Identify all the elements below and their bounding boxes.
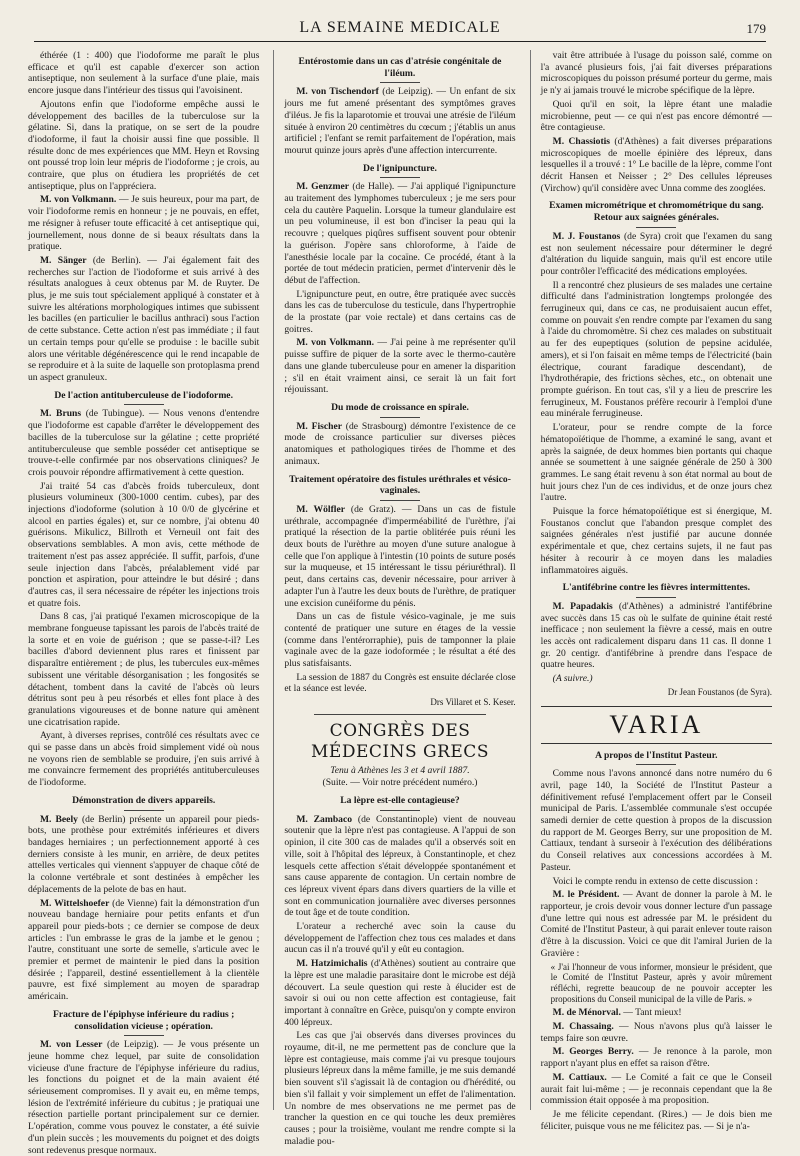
paragraph [284,337,515,396]
paragraph: L'orateur a recherché avec soin la cause du développement de l'affection chez tous ces malades et dans aucun cas il n'a trouvé qu'il y eût eu contagion. [284,921,516,956]
section-heading: Traitement opératoire des fistules uréthrales et vésico-vaginales. [284,474,515,501]
paragraph: Dans un cas de fistule vésico-vaginale, je me suis contenté de pratiquer une suture en étages de la vessie (comme dans l'entérorraphie), puis de tamponner la plaie vaginale avec de la gaze iodoformée ; le résultat a été des plus satisfaisants. [284,611,516,670]
paragraph: Dans 8 cas, j'ai pratiqué l'examen microscopique de la membrane fongueuse tapissant les parois de l'abcès traité de la sorte et en voie de guérison ; que se passe-t-il? Les bacilles d'abord deviennent plus rares et finissent par disparaître entièrement ; de plus, les tubercules eux-mêmes subissent une véritable désorganisation ; les fongosités se détachent, tombent dans la cavité de l'abcès où leurs détritus sont peu à peu résorbés et elles font place à des granulations vigoureuses et de bonne nature qui amènent une cicatrisation rapide. [28,611,260,728]
speaker-name: M. de Ménorval. [552,1007,621,1019]
signature: Dr Jean Foustanos (de Syra). [667,686,772,697]
section-heading: L'antifébrine contre les fièvres intermittentes. [541,582,772,598]
section-heading: Démonstration de divers appareils. [28,795,259,811]
congress-title: CONGRÈS DES MÉDECINS GRECS [311,721,489,762]
section-heading: La lèpre est-elle contagieuse? [284,795,515,811]
speaker-name: M. von Volkmann. [40,194,117,206]
speech-text: — Je suis heureux, pour ma part, de voir l'iodoforme remis en honneur ; je ne pouvais, en effet, me résigner à refuser toute efficacité à cet antiseptique qui, journellement, nous donne de si beaux résultats dans la pratique. [28,194,260,253]
speaker-name: M. von Volkmann. [296,337,374,349]
column-3 [530,50,772,1132]
page-header [34,0,766,42]
speech-text: (de Syra) croit que l'examen du sang est non seulement nécessaire pour déterminer le degré d'altération du liquide sanguin, mais qu'il est encore utile pour contrôler l'efficacité des médications employées. [540,230,772,277]
speech-text: (d'Athènes) a administré l'antifébrine avec succès dans 15 cas où le sulfate de quinine était resté inefficace ; non seulement la fièvre a cessé, mais en outre les accès ont radicalement disparu dans 11 cas. Il donne 1 gr. 20 centigr. d'antifébrine à prendre dans l'espace de quatre heures. [540,600,772,671]
speaker-name: M. Genzmer [296,181,349,193]
speech-text: (de Berlin). — J'ai également fait des recherches sur l'action de l'iodoforme et suis arrivé à des résultats analogues à ceux obtenus par M. de Ruyter. De plus, je me suis tout spécialement appliqué à constater et à suivre les altérations morphologiques intimes que subissent les bacilles (en particulier le bacillus anthraci) sous l'action de cette substance. Cette action n'est pas immédiate ; il faut un certain temps pour qu'elle se produise : le bacille subit alors une véritable dégénérescence qui le rend incapable de se reproduire et à la suite de laquelle son protoplasma prend un aspect granuleux. [28,254,260,383]
divider [314,714,485,715]
speaker-name: M. Zambaco [296,813,353,825]
section-heading: Examen micrométrique et chromométrique du sang. Retour aux saignées générales. [541,200,772,227]
speech-text: (de Vienne) fait la démonstration d'un nouveau bandage herniaire pour petits enfants et d'un appareil pour pieds-bots ; ce dernier se compose de deux articles : l'un embrasse le gras de la jambe et le genou ; l'autre, constituant une sorte de semelle, s'articule avec le premier et permet de maintenir le pied dans la position désirée ; l'appareil, destiné essentiellement à la clientèle pauvre, est fixé simplement au moyen de sparadrap américain. [28,897,260,1003]
speaker-name: M. Beely [40,813,78,825]
speaker-name: M. Fischer [296,420,342,432]
section-heading: Fracture de l'épiphyse inférieure du radius ; consolidation vicieuse ; opération. [28,1009,259,1036]
paragraph [541,889,772,959]
to-be-continued: (A suivre.) [552,673,593,685]
paragraph [284,181,515,286]
paragraph: Il a rencontré chez plusieurs de ses malades une certaine difficulté dans l'administration longtemps prolongée des ferrugineux qui, dans ce cas, ne produisaient aucun effet, comme on pouvait s'en rendre compte par l'examen du sang à l'aide du chromomètre. Si chez ces malades on substituait au fer des eupeptiques (solution de pepsine acidulée, amers), et si l'on faisait en même temps de l'électricité (bain électrique, courant faradique descendant), de l'hydrothérapie, des frictions sèches, etc., on obtenait une prompte guérison. En tout cas, s'il y a lieu de prescrire les ferrugineux, M. Foustanos préfère recourir à l'emploi d'une eau minérale ferrugineuse. [540,279,772,420]
speaker-name: M. Cattiaux. [552,1071,607,1083]
section-heading: Du mode de croissance en spirale. [284,402,515,418]
paragraph: Quoi qu'il en soit, la lèpre étant une maladie microbienne, peut — ce qui n'est pas encore démontré — être contagieuse. [540,98,772,134]
speaker-name: M. le Président. [552,889,620,901]
paragraph: vait être attribuée à l'usage du poisson salé, comme on l'a avancé plusieurs fois, j'ai fait diverses préparations microscopiques du poisson présumé porteur du germe, mais je n'y ai jamais trouvé le microbe spécifique de la lèpre. [540,50,772,97]
speaker-name: M. Chassaing. [552,1021,614,1033]
paragraph [28,898,259,1003]
speech-text: (de Leipzig). — Un enfant de six jours me fut amené présentant des symptômes graves d'iléus. Je fis la laparotomie et trouvai une atrésie de l'iléum située à environ 20 centimètres du cœcum ; j'établis un anus artificiel ; l'enfant se remit parfaitement de l'opération, mais mourut quinze jours après d'une affection intercurrente. [284,86,516,156]
speaker-name: M. Sänger [40,254,87,266]
paragraph [284,958,515,1028]
paragraph [28,814,259,896]
section-heading: A propos de l'Institut Pasteur. [541,750,772,766]
paragraph: Comme nous l'avons annoncé dans notre numéro du 6 avril, page 140, la Société de l'Institut Pasteur a définitivement refusé l'emplacement offert par le Conseil municipal de Paris. L'assemblée communale s'est occupée samedi dernier de cette question à propos de la discussion du rapport de M. Georges Berry, sur une proposition de M. Cattiaux, tendant à surseoir à l'exécution des délibérations du Conseil relatives aux concessions accordées à M. Pasteur. [540,768,772,873]
speaker-name: M. Chassiotis [552,135,611,147]
continuation-note: (Suite. — Voir notre précédent numéro.) [322,777,478,789]
speaker-name: M. Wölfler [296,503,345,515]
paragraph: J'ai traité 54 cas d'abcès froids tuberculeux, dont plusieurs volumineux (300-1000 centim. cubes), par des injections d'iodoforme (solution à 10 0/0 de glycérine et alcool en parties égales) et, sur ce nombre, j'ai obtenu 40 guérisons. Mikulicz, Billroth et Verneuil ont fait des observations semblables. A mon avis, cette méthode de traitement n'est pas assez appréciée. Il suffit, parfois, d'une seule injection dans l'abcès, préalablement vidé par ponction et aspiration, pour atteindre le but désiré ; dans d'autres cas, il sera nécessaire de répéter les injections trois et quatre fois. [28,480,260,609]
speech-text: (de Berlin) présente un appareil pour pieds-bots, une prothèse pour extrémités inférieures et divers bandages herniaires ; un perfectionnement apporté à ces derniers consiste à les munir, en arrière, de deux petites attelles verticales qui viennent s'appuyer de chaque côté de la colonne vertébrale et sont destinées à empêcher les déplacements de la pelote de bas en haut. [28,813,260,895]
speaker-name: M. Bruns [40,408,82,420]
speaker-name: M. Wittelshoefer [40,897,110,909]
paragraph [28,194,259,253]
paragraph: éthérée (1 : 400) que l'iodoforme me paraît le plus efficace et qu'il est capable d'exercer son action antiseptique, non seulement à la surface d'une plaie, mais encore jusque dans l'intérieur des tissus qui l'avoisinent. [28,50,260,97]
paragraph [28,408,259,478]
running-title: LA SEMAINE MEDICALE [299,19,501,36]
speaker-name: M. von Tischendorf [296,86,379,98]
paragraph [541,1007,772,1019]
speech-text: — Avant de donner la parole à M. le rapporteur, je crois devoir vous donner lecture d'un passage d'une lettre qui nous est adressée par M. le président du Comité de l'Institut Pasteur, à qui parait enlever toute raison d'être à la discussion. Voici ce que dit l'amiral Jurien de la Gravière : [540,889,772,959]
signature: Drs Villaret et S. Keser. [430,697,516,708]
speech-text: — Nous n'avons plus qu'à laisser le temps faire son œuvre. [540,1021,772,1044]
speech-text: (de Strasbourg) démontre l'existence de ce mode de croissance particulier sur diverses pièces anatomiques et pathologiques tirées de l'homme et des animaux. [284,420,516,467]
paragraph [284,504,515,609]
paragraph [541,1021,772,1044]
column-1 [28,50,260,1156]
quoted-letter: « J'ai l'honneur de vous informer, monsieur le président, que le Comité de l'Institut Pasteur, après y avoir mûrement réfléchi, regrette beaucoup de ne pouvoir accepter les propositions du Conseil municipal de la ville de Paris. » [550,961,772,1005]
speech-text: (de Gratz). — Dans un cas de fistule uréthrale, accompagnée d'imperméabilité de l'urèthre, j'ai pratiqué la résection de la partie oblitérée puis réuni les deux bouts de l'urèthre au moyen d'une suture analogue à celle que l'on applique à l'intestin (10 points de suture posés sur la muqueuse, et 15 intéressant le tissu périuréthral). Il peut, dans certains cas, devenir nécessaire, pour arriver à adapter l'un à l'autre les deux bouts de l'urèthre, de pratiquer une excision cunéiforme du pénis. [284,503,516,609]
paragraph [541,231,772,278]
paragraph [28,255,259,384]
paragraph [541,136,772,195]
speaker-name: M. von Lesser [40,1039,103,1051]
page-number: 179 [746,21,766,36]
column-2 [273,50,516,1147]
speech-text: — Le Comité a fait ce que le Conseil aurait fait lui-même ; — je reconnais cependant que la 8e commission était opposée à ma proposition. [540,1071,772,1107]
paragraph [28,1039,259,1156]
paragraph [541,1072,772,1107]
section-heading: De l'action antituberculeuse de l'iodoforme. [28,390,259,406]
varia-title: VARIA [541,706,772,744]
speech-text: (de Tubingue). — Nous venons d'entendre que l'iodoforme est capable d'arrêter le développement des bacilles de la tuberculose sur la gélatine ; cette propriété antituberculeuse que semble posséder cet antiseptique se trouve-t-elle confirmée par nos observations cliniques? Je crois pouvoir répondre affirmativement à cette question. [28,408,260,478]
paragraph [541,1046,772,1069]
paragraph: Je me félicite cependant. (Rires.) — Je dois bien me féliciter, puisque vous ne me félicitez pas. — Si je n'a- [540,1109,772,1132]
section-heading: De l'ignipuncture. [284,163,515,179]
speaker-name: M. Georges Berry. [552,1046,634,1058]
speaker-name: M. Papadakis [552,600,613,612]
speaker-name: M. Hatzimichalis [296,958,368,970]
paragraph [284,86,515,156]
speaker-name: M. J. Foustanos [552,230,621,242]
paragraph [541,673,772,685]
speech-text: (de Leipzig). — Je vous présente un jeune homme chez lequel, par suite de consolidation vicieuse d'une fracture de l'épiphyse inférieure du radius, les fonctions du poignet et de la main avaient été sérieusement compromises. Il y avait eu, en même temps, lésion de l'extrémité inférieure du cubitus ; je pratiquai une résection partielle portant principalement sur ce dernier. L'opération, comme vous pouvez le constater, a été suivie d'un plein succès ; les mouvements du poignet et des doigts sont redevenus presque normaux. [28,1039,260,1156]
speech-text: — J'ai peine à me représenter qu'il puisse suffire de piquer de la sorte avec le thermo-cautère dans une glande tuberculeuse pour en amener la disparition ; s'il en était vraiment ainsi, ce serait là un fait fort réjouissant. [284,337,516,396]
speech-text: (d'Athènes) a fait diverses préparations microscopiques de moelle épinière des lépreux, dans lesquelles il a trouvé : 1° Le bacille de la lèpre, comme l'ont décrit Hansen et Neisser ; 2° Des cellules lépreuses (Virchow) qu'il considère avec Unna comme des zooglées. [540,135,772,194]
paragraph: Ajoutons enfin que l'iodoforme empêche aussi le développement des bacilles de la tuberculose sur la gélatine. Si, dans la pratique, on se sert de la poudre d'iodoforme, il faut la choisir aussi fine que possible. Il résulte donc de mes expériences que MM. Heyn et Rovsing ont poussé trop loin leur mépris de l'iodoforme ; je crois, au contraire, que plus on étudiera les propriétés de cet antiseptique, plus on l'appréciera. [28,98,260,192]
paragraph: Puisque la force hématopoïétique est si énergique, M. Foustanos conclut que l'abandon presque complet des saignées générales n'est justifié par aucune donnée expérimentale et que, chez certains sujets, il ne faut pas hésiter à recourir à ce moyen dans les maladies inflammatoires aiguës. [540,506,772,576]
paragraph: Les cas que j'ai observés dans diverses provinces du royaume, dit-il, ne me permettent pas de conclure que la lèpre est contagieuse, mais comme j'ai vu presque toujours plusieurs lépreux dans la même famille, je me suis demandé bien souvent s'il s'agissait là de contagion ou d'hérédité, ou bien s'il fallait y voir simplement un effet de l'alimentation. Un nombre de mes observations ne me permet pas de trancher la question en ce qui touche les deux premières causes ; pour la troisième, voulant me rendre compte si la maladie pou- [284,1030,516,1147]
paragraph: La session de 1887 du Congrès est ensuite déclarée close et la séance est levée. [284,671,516,695]
paragraph [284,814,515,919]
speech-text: (d'Athènes) soutient au contraire que la lèpre est une maladie parasitaire dont le microbe est déjà découvert. La seule question qui reste à élucider est de savoir si oui ou non cette affection est contagieuse, fait important à connaître en Grèce, puisqu'on y compte environ 400 lépreux. [284,958,516,1028]
speech-text: (de Halle). — J'ai appliqué l'ignipuncture au traitement des lymphomes tuberculeux ; je me sers pour cela du cautère Paquelin. Lorsque la tumeur glandulaire est un peu volumineuse, il est bon d'inciser la peau qui la recouvre ; quelques piqûres suffisent souvent pour obtenir la guérison. J'opère sans chloroforme, à l'aide de l'anesthésie locale par la cocaïne. Ce procédé, étant à la portée de tout médecin praticien, permet d'intervenir dès le début de l'affection. [284,181,516,286]
speech-text: — Tant mieux! [620,1007,682,1019]
paragraph [541,601,772,671]
section-heading: Entérostomie dans un cas d'atrésie congénitale de l'iléum. [284,56,515,83]
paragraph: L'ignipuncture peut, en outre, être pratiquée avec succès dans les cas de tuberculose du testicule, dans l'hypertrophie de la prostate (par voie rectale) et dans certains cas de goitres. [284,288,516,335]
paragraph: L'orateur, pour se rendre compte de la force hématopoïétique de l'homme, a examiné le sang, avant et après la saignée, de deux hommes bien portants qui chaque année se soumettent à une saignée générale de 250 à 300 grammes. Le sang était revenu à son état normal au bout de huit jours chez l'un de ces individus, et de onze jours chez l'autre. [540,422,772,504]
speech-text: (de Constantinople) vient de nouveau soutenir que la lèpre n'est pas contagieuse. A l'appui de son opinion, il cite 300 cas de malades qu'il a observés soit en ville, soit à l'hôpital des lépreux, à Constantinople, et chez lesquels cette affection s'était développée spontanément et sans cause apparente de contagion. Un certain nombre de ces lépreux vivent épars dans divers quartiers de la ville et sont en communication journalière avec diverses personnes de tout âge et de toute condition. [284,813,516,919]
text-columns [28,50,772,1156]
speech-text: — Je renonce à la parole, mon rapport n'ayant plus en effet sa raison d'être. [540,1046,772,1070]
paragraph [284,421,515,468]
paragraph: Voici le compte rendu in extenso de cette discussion : [552,875,758,887]
paragraph: Ayant, à diverses reprises, contrôlé ces résultats avec ce qui se passe dans un abcès froid simplement vidé où nous ne voyons rien de semblable se produire, j'en suis arrivé à me convaincre fermement des propriétés antituberculeuses de l'iodoforme. [28,730,260,789]
congress-subtitle: Tenu à Athènes les 3 et 4 avril 1887. [330,764,470,776]
